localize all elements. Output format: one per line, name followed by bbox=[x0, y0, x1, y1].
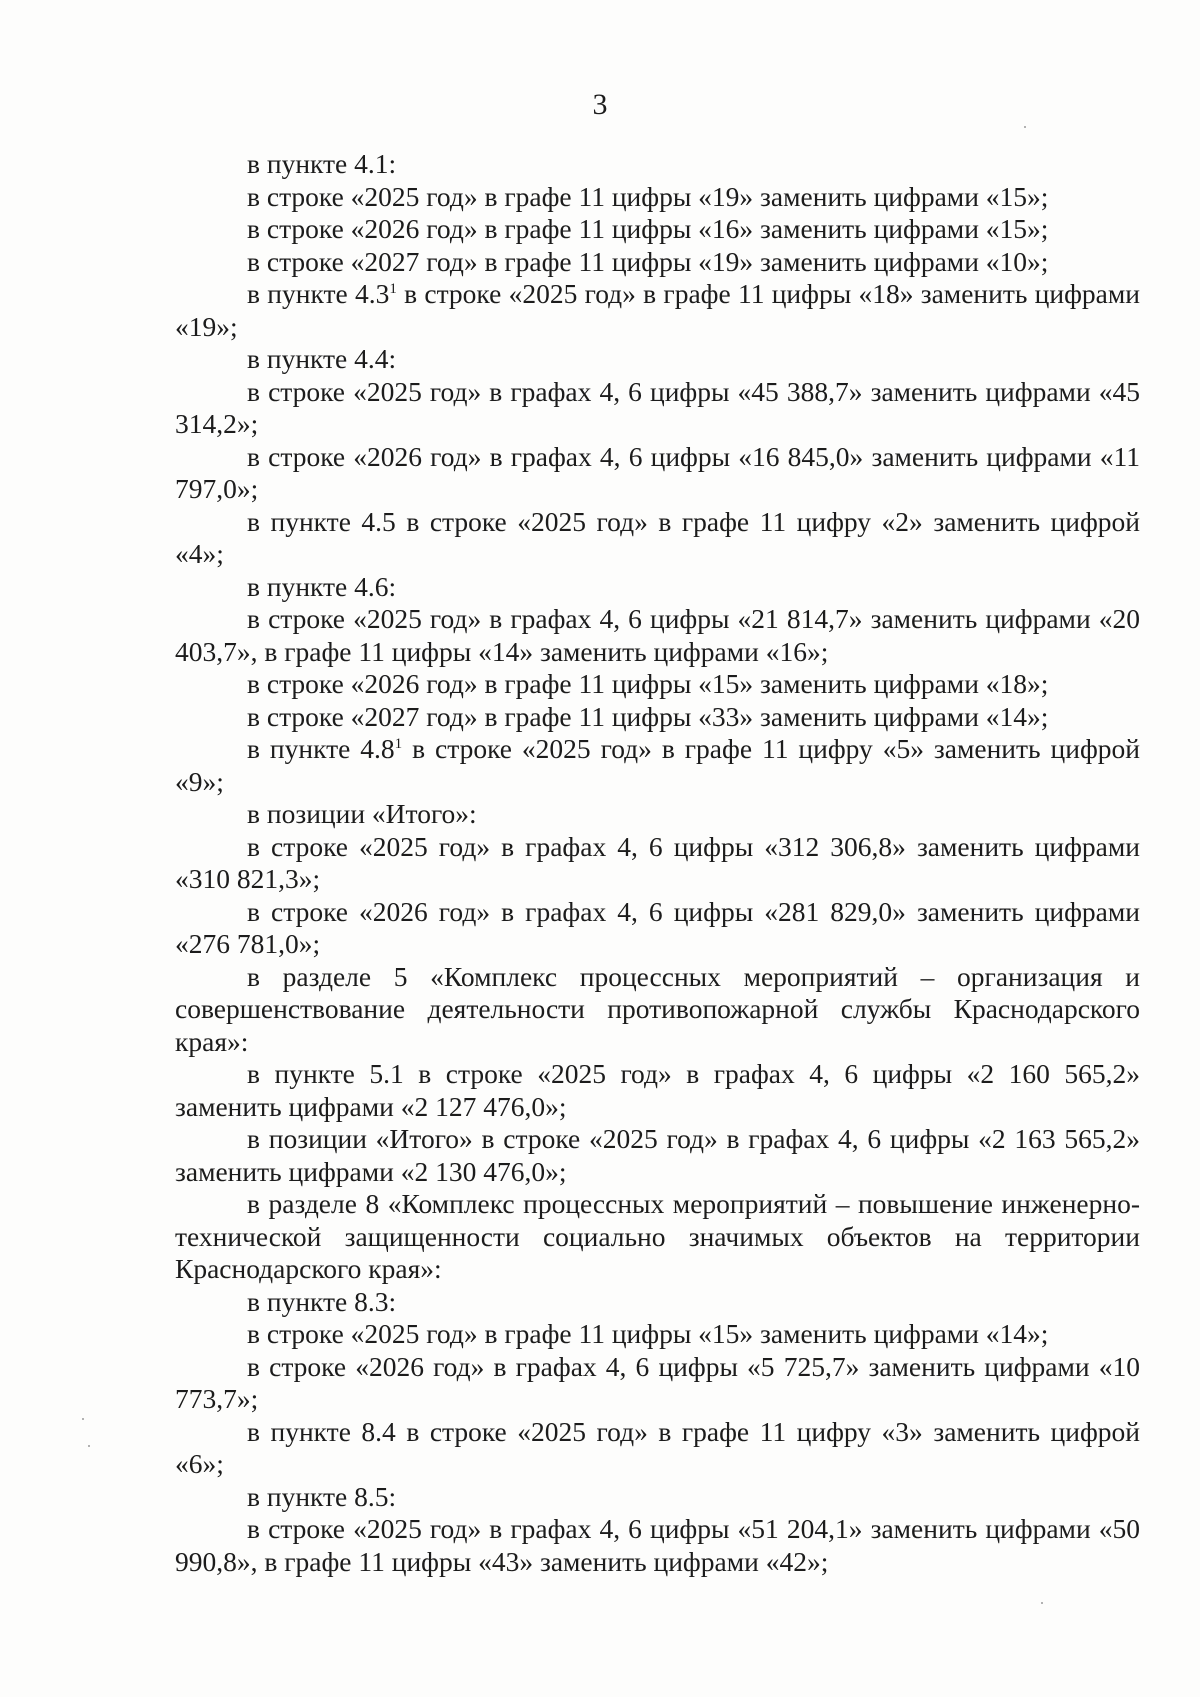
paragraph: в строке «2025 год» в графах 4, 6 цифры «312 306,8» заменить цифрами «310 821,3»; bbox=[175, 830, 1140, 894]
paragraph-text: в строке «2025 год» в графе 11 цифры «18» заменить цифрами «19»; bbox=[175, 278, 1141, 342]
paragraph: в пункте 4.1: bbox=[247, 148, 397, 179]
paragraph: в строке «2026 год» в графе 11 цифры «16» заменить цифрами «15»; bbox=[247, 213, 1049, 244]
paragraph: в строке «2027 год» в графе 11 цифры «33» заменить цифрами «14»; bbox=[247, 700, 1049, 732]
paragraph: в позиции «Итого» в строке «2025 год» в графах 4, 6 цифры «2 163 565,2» заменить цифрами «2 130 476,0»; bbox=[175, 1123, 1140, 1187]
paragraph-text: в пункте 4.8 bbox=[247, 733, 395, 764]
paragraph: в пункте 4.4: bbox=[247, 343, 397, 374]
paragraph: в строке «2026 год» в графах 4, 6 цифры «281 829,0» заменить цифрами «276 781,0»; bbox=[175, 895, 1140, 959]
paragraph-text: в строке «2025 год» в графе 11 цифру «5» заменить цифрой «9»; bbox=[175, 733, 1140, 797]
document-body bbox=[175, 148, 1140, 1578]
paragraph: в пункте 8.3: bbox=[247, 1285, 397, 1317]
paragraph bbox=[175, 278, 1140, 343]
scan-speck bbox=[82, 1418, 84, 1420]
paragraph: в строке «2026 год» в графах 4, 6 цифры «5 725,7» заменить цифрами «10 773,7»; bbox=[175, 1350, 1140, 1414]
paragraph: в строке «2025 год» в графах 4, 6 цифры «21 814,7» заменить цифрами «20 403,7», в графе 11 цифры «14» заменить цифрами «16»; bbox=[175, 603, 1140, 667]
scan-speck bbox=[88, 1445, 90, 1447]
paragraph: в строке «2025 год» в графах 4, 6 цифры «45 388,7» заменить цифрами «45 314,2»; bbox=[175, 375, 1140, 439]
paragraph: в строке «2026 год» в графе 11 цифры «15» заменить цифрами «18»; bbox=[247, 668, 1049, 699]
paragraph: в строке «2025 год» в графах 4, 6 цифры «51 204,1» заменить цифрами «50 990,8», в графе 11 цифры «43» заменить цифрами «42»; bbox=[175, 1513, 1140, 1577]
paragraph: в разделе 5 «Комплекс процессных мероприятий – организация и совершенствование деятельности противопожарной службы Краснодарского края»: bbox=[175, 960, 1140, 1057]
scan-speck bbox=[1024, 126, 1026, 128]
paragraph: в пункте 8.4 в строке «2025 год» в графе 11 цифру «3» заменить цифрой «6»; bbox=[175, 1415, 1140, 1479]
paragraph: в разделе 8 «Комплекс процессных мероприятий – повышение инженерно-технической защищенности социально значимых объектов на территории Краснодарского края»: bbox=[175, 1188, 1140, 1284]
paragraph: в пункте 4.6: bbox=[247, 570, 397, 602]
page-number: 3 bbox=[592, 88, 608, 121]
superscript: 1 bbox=[389, 280, 397, 297]
paragraph: в позиции «Итого»: bbox=[247, 798, 477, 829]
scan-speck bbox=[1041, 1602, 1043, 1604]
paragraph: в пункте 5.1 в строке «2025 год» в графах 4, 6 цифры «2 160 565,2» заменить цифрами «2 127 476,0»; bbox=[175, 1058, 1140, 1122]
paragraph: в строке «2026 год» в графах 4, 6 цифры «16 845,0» заменить цифрами «11 797,0»; bbox=[175, 440, 1140, 504]
superscript: 1 bbox=[394, 735, 403, 752]
paragraph: в пункте 8.5: bbox=[247, 1480, 397, 1512]
paragraph-text: в пункте 4.3 bbox=[247, 278, 390, 309]
paragraph: в пункте 4.5 в строке «2025 год» в графе 11 цифру «2» заменить цифрой «4»; bbox=[175, 505, 1140, 569]
paragraph: в строке «2025 год» в графе 11 цифры «15» заменить цифрами «14»; bbox=[247, 1318, 1049, 1349]
paragraph: в строке «2025 год» в графе 11 цифры «19» заменить цифрами «15»; bbox=[247, 180, 1049, 212]
paragraph: в строке «2027 год» в графе 11 цифры «19» заменить цифрами «10»; bbox=[247, 245, 1049, 277]
paragraph bbox=[175, 733, 1140, 798]
